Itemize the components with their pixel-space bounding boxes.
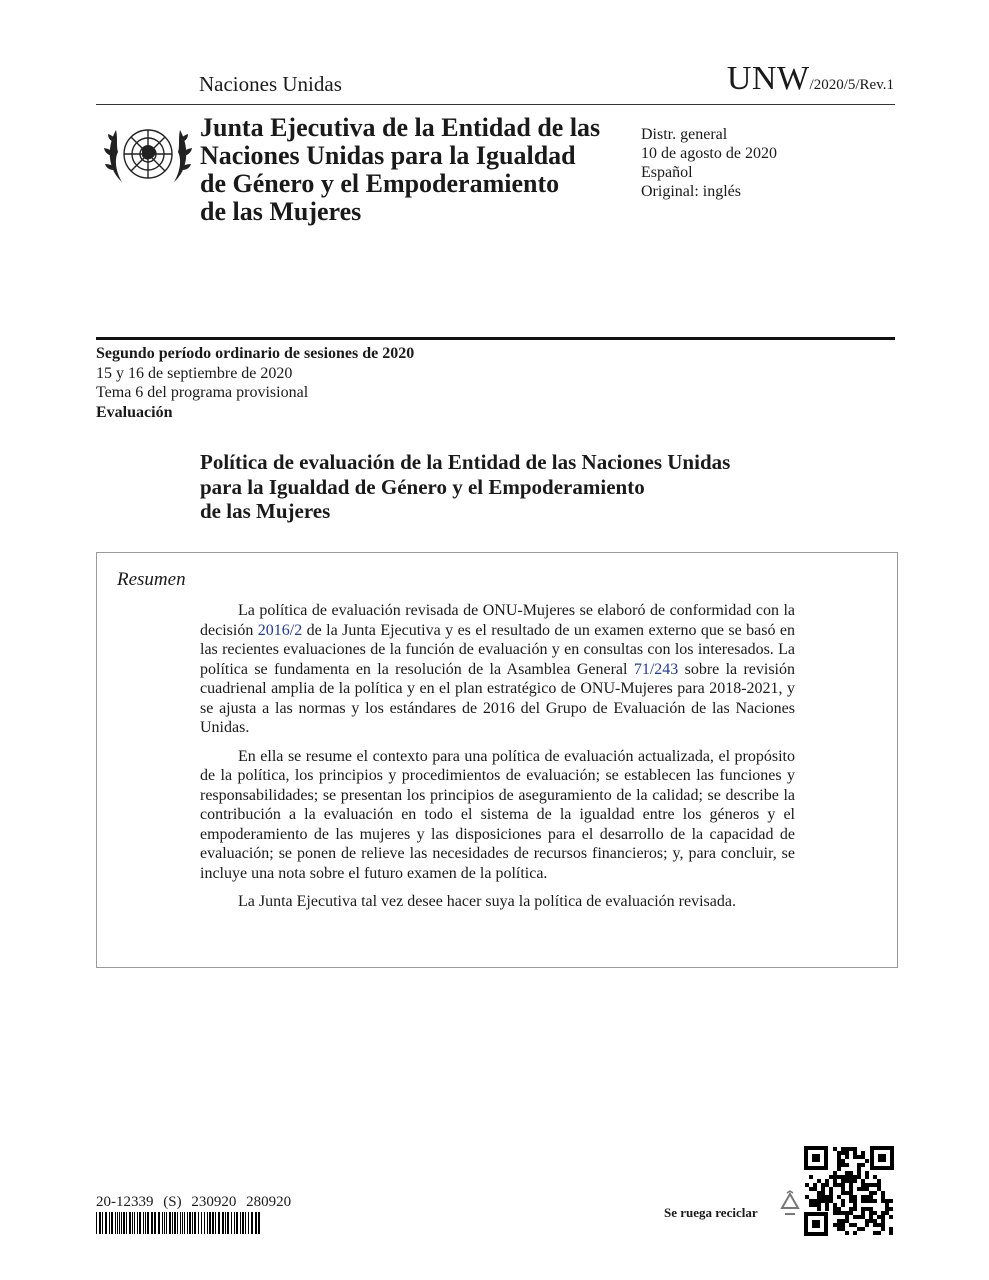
- decision-link[interactable]: 2016/2: [257, 621, 303, 639]
- board-title-line: de las Mujeres: [200, 197, 362, 226]
- session-info: [96, 344, 414, 422]
- board-title-line: Naciones Unidas para la Igualdad: [200, 141, 576, 170]
- summary-text: de la Junta Ejecutiva y es el resultado de un examen externo que se basó en las recientes evaluaciones de la función de evaluación y en consultas con los interesados. La política se fundamenta en la resolución de la Asamblea General: [200, 621, 795, 678]
- recycle-icon: [776, 1190, 804, 1222]
- distribution-date: 10 de agosto de 2020: [641, 145, 777, 162]
- footer-document-id: [96, 1194, 291, 1211]
- footer-date-1: 230920: [191, 1194, 237, 1210]
- agenda-topic: Evaluación: [96, 403, 173, 421]
- header-rule: [96, 104, 895, 105]
- session-title: Segundo período ordinario de sesiones de 2020: [96, 345, 415, 362]
- summary-paragraph-3: La Junta Ejecutiva tal vez desee hacer suya la política de evaluación revisada.: [238, 893, 736, 910]
- summary-text: La política de evaluación revisada de ONU-Mujeres se elaboró de conformidad con la decisión: [200, 602, 795, 639]
- document-title-line: de las Mujeres: [200, 499, 331, 523]
- resolution-link[interactable]: 71/243: [633, 660, 679, 678]
- summary-heading: Resumen: [117, 569, 186, 590]
- un-emblem-icon: [102, 112, 194, 196]
- distribution-line: Distr. general: [641, 126, 728, 143]
- summary-body: [200, 601, 795, 921]
- job-number: 20-12339 (S): [96, 1194, 182, 1210]
- session-rule: [96, 337, 895, 340]
- summary-text: sobre la revisión cuadrienal amplia de la política y en el plan estratégico de ONU-Mujeres para 2018-2021, y se ajusta a las normas y los estándares de 2016 del Grupo de Evaluación de las Naciones Unidas.: [200, 660, 796, 736]
- distribution-language: Español: [641, 164, 693, 181]
- barcode-icon: [96, 1212, 261, 1234]
- symbol-rest: /2020/5/Rev.1: [809, 77, 894, 93]
- document-title-line: Política de evaluación de la Entidad de las Naciones Unidas: [200, 450, 731, 474]
- document-title: [200, 450, 820, 524]
- session-dates: 15 y 16 de septiembre de 2020: [96, 364, 293, 382]
- qr-code-icon: [804, 1146, 894, 1236]
- distribution-original: Original: inglés: [641, 183, 741, 200]
- executive-board-title: [200, 114, 620, 226]
- document-symbol: [727, 60, 894, 98]
- footer-date-2: 280920: [246, 1194, 292, 1210]
- organization-name: Naciones Unidas: [199, 72, 342, 96]
- board-title-line: Junta Ejecutiva de la Entidad de las: [200, 113, 601, 142]
- distribution-info: [641, 125, 777, 201]
- summary-paragraph-1: [200, 601, 795, 738]
- recycle-text: Se ruega reciclar: [664, 1205, 758, 1220]
- symbol-main: UNW: [726, 60, 810, 97]
- document-title-line: para la Igualdad de Género y el Empoderamiento: [200, 474, 645, 499]
- agenda-item: Tema 6 del programa provisional: [96, 384, 309, 401]
- summary-paragraph-2: En ella se resume el contexto para una política de evaluación actualizada, el propósito de la política, los principios y procedimientos de evaluación; se establecen las funciones y responsabilidades; se presentan los principios de aseguramiento de la calidad; se describe la contribución a la evaluación en todo el sistema de la igualdad entre los géneros y el empoderamiento de las mujeres y las disposiciones para el desarrollo de la capacidad de evaluación; se ponen de relieve las necesidades de recursos financieros; y, para concluir, se incluye una nota sobre el futuro examen de la política.: [200, 747, 795, 882]
- board-title-line: de Género y el Empoderamiento: [200, 169, 560, 198]
